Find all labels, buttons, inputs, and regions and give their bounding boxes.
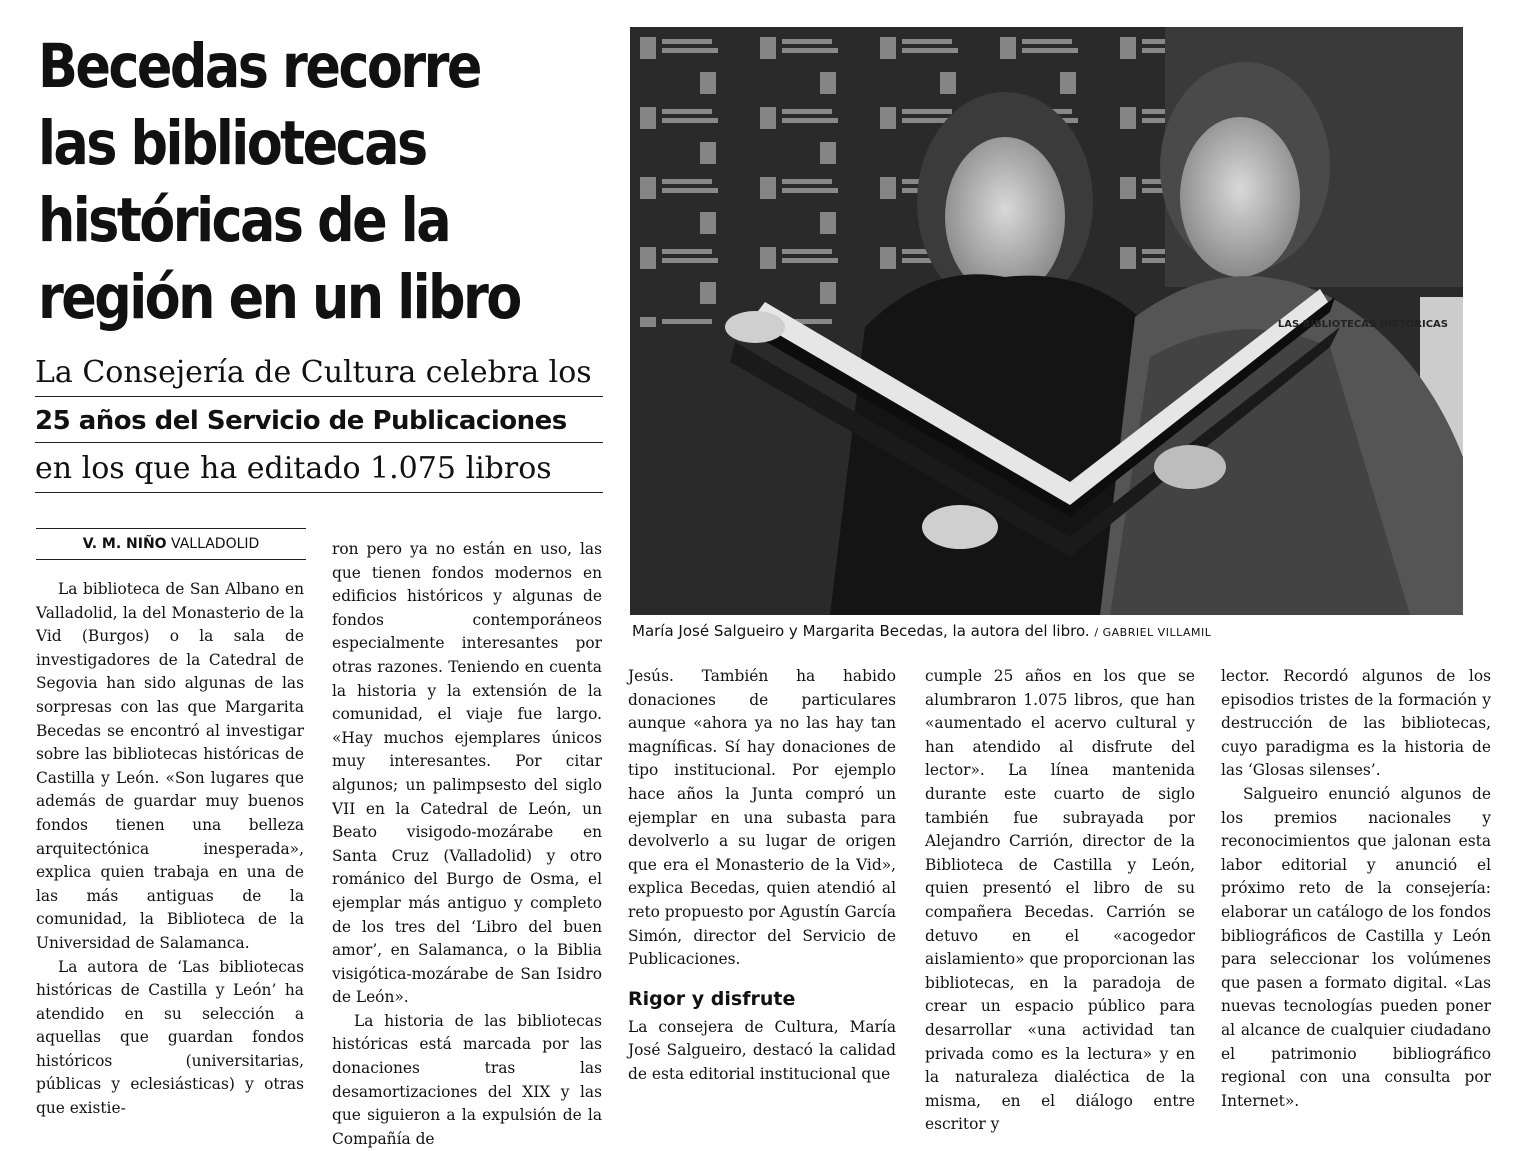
paragraph: Jesús. También ha habido donaciones de particulares aunque «ahora ya no las hay tan magníficas. Sí hay donaciones de tipo institucional. Por ejemplo hace años la Junta compró un ejemplar en una subasta para devolverlo a su lugar de origen que era el Monasterio de la Vid», explica Becedas, quien atendió al reto propuesto por Agustín García Simón, director del Servicio de Publicaciones. — [628, 667, 896, 969]
news-photo — [630, 27, 1463, 615]
paragraph: cumple 25 años en los que se alumbraron 1.075 libros, que han «aumentado el acervo cultural y han atendido al disfrute del lector». La línea mantenida durante este cuarto de siglo también fue subrayada por Alejandro Carrión, director de la Biblioteca de Castilla y León, quien presentó el libro de su compañera Becedas. Carrión se detuvo en el «acogedor aislamiento» que proporcionan las bibliotecas, en la paradoja de crear un espacio público para desarrollar «una actividad tan privada como es la lectura» y en la naturaleza dialéctica de la misma, en el diálogo entre escritor y — [925, 667, 1195, 1134]
headline: Becedas recorre las bibliotecas históricas de la región en un libro — [38, 31, 520, 333]
column-4 — [925, 665, 1195, 1137]
column-3 — [628, 665, 896, 1087]
deck-line-2 — [35, 398, 603, 443]
deck-text-1: La Consejería de Cultura celebra los — [35, 355, 592, 390]
paragraph: Salgueiro enunció algunos de los premios nacionales y reconocimientos que jalonan esta labor editorial y anunció el próximo reto de la consejería: elaborar un catálogo de los fondos bibliográficos de Castilla y León para seleccionar los volúmenes que pasen a formato digital. «Las nuevas tecnologías pueden poner al alcance de cualquier ciudadano el patrimonio bibliográfico regional con una consulta por Internet». — [1221, 784, 1491, 1110]
column-2 — [332, 538, 602, 1151]
deck-line-3 — [35, 446, 603, 493]
paragraph: La biblioteca de San Albano en Valladolid, la del Monasterio de la Vid (Burgos) o la sala de investigadores de la Catedral de Segovia han sido algunas de las sorpresas con las que Margarita Becedas se encontró al investigar sobre las bibliotecas históricas de Castilla y León. «Son lugares que además de guardar muy buenos fondos tienen una belleza arquitectónica inesperada», explica quien trabaja en una de las más antiguas de la comunidad, la Biblioteca de la Universidad de Salamanca. — [36, 580, 304, 952]
byline — [36, 528, 306, 560]
paragraph: lector. Recordó algunos de los episodios tristes de la formación y destrucción de las bibliotecas, cuyo paradigma es la historia de las ‘Glosas silenses’. — [1221, 667, 1491, 780]
paragraph: La autora de ‘Las bibliotecas históricas de Castilla y León’ ha atendido en su selección a aquellas que guardan fondos históricos (universitarias, públicas y eclesiásticas) y otras que existie- — [36, 957, 304, 1118]
byline-place: VALLADOLID — [171, 536, 260, 552]
paragraph: La historia de las bibliotecas históricas está marcada por las donaciones tras las desamortizaciones del XIX y las que siguieron a la expulsión de la Compañía de — [332, 1011, 602, 1148]
book-cover-text: LAS BIBLIOTECAS HISTÓRICAS — [1277, 319, 1448, 330]
paragraph: ron pero ya no están en uso, las que tienen fondos modernos en edificios históricos y algunas de fondos contemporáneos especialmente interesantes por otras razones. Teniendo en cuenta la historia y la extensión de la comunidad, el viaje fue largo. «Hay muchos ejemplares únicos muy interesantes. Por citar algunos; un palimpsesto del siglo VII en la Catedral de León, un Beato visigodo-mozárabe en Santa Cruz (Valladolid) y otro románico del Burgo de Osma, el ejemplar más antiguo y completo de los tres del ‘Libro del buen amor’, en Salamanca, o la Biblia visigótica-mozárabe de San Isidro de León». — [332, 540, 602, 1007]
deck-line-1 — [35, 352, 603, 397]
subheading: Rigor y disfrute — [628, 987, 796, 1010]
photo-caption — [632, 622, 1462, 640]
caption-text: María José Salgueiro y Margarita Becedas, la autora del libro. — [632, 622, 1090, 640]
caption-credit: / GABRIEL VILLAMIL — [1094, 626, 1212, 639]
column-1 — [36, 578, 304, 1121]
column-5 — [1221, 665, 1491, 1113]
byline-author: V. M. NIÑO — [82, 536, 167, 552]
deck-text-2: 25 años del Servicio de Publicaciones — [35, 406, 567, 436]
paragraph: La consejera de Cultura, María José Salgueiro, destacó la calidad de esta editorial institucional que — [628, 1017, 896, 1083]
deck-text-3: en los que ha editado 1.075 libros — [35, 451, 552, 486]
